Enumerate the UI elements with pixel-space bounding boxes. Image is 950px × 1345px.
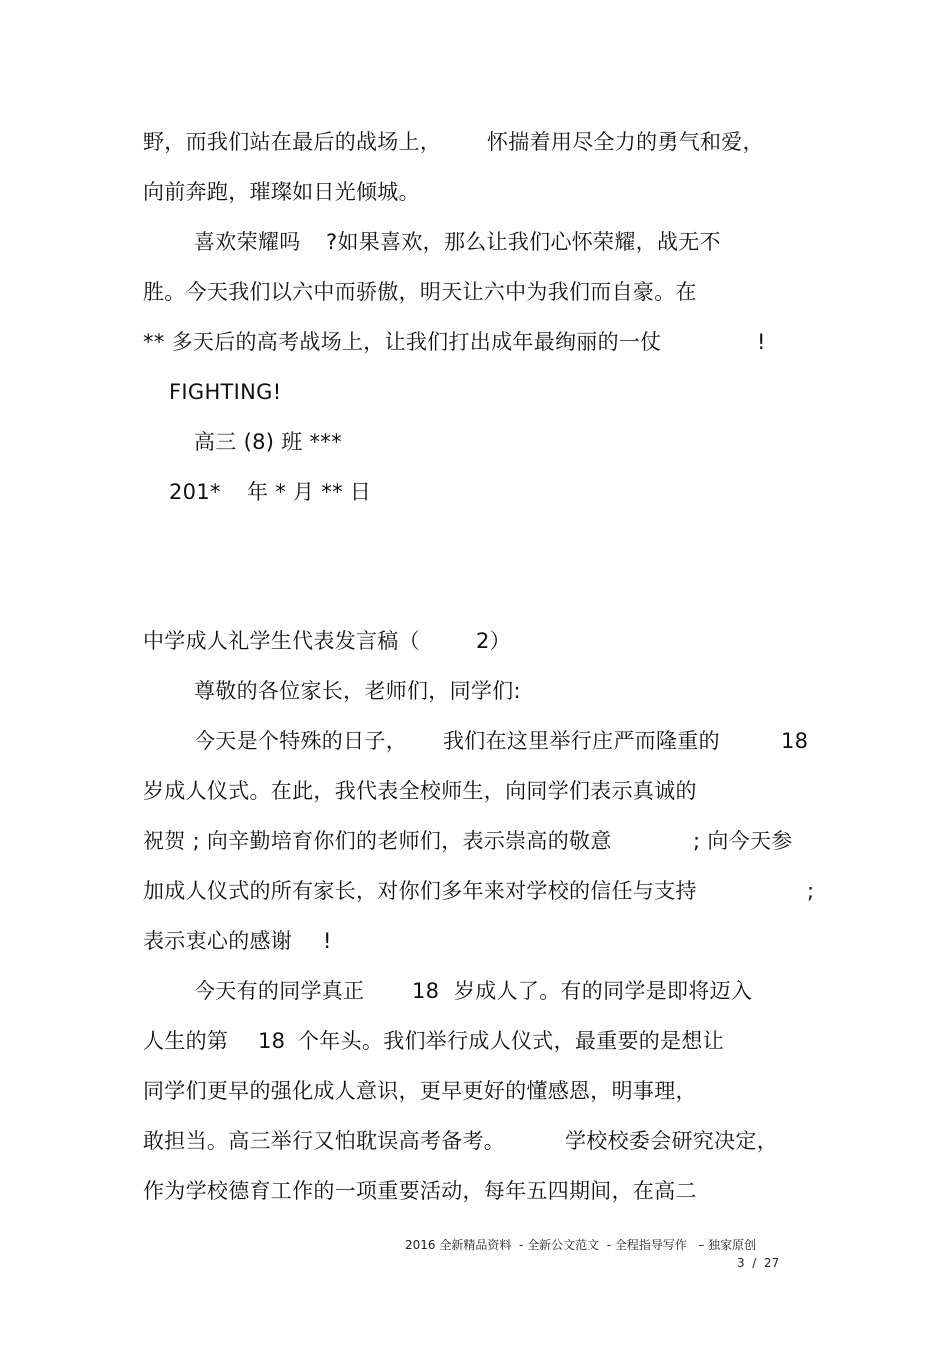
text-segment: 向前奔跑，璀璨如日光倾城。	[143, 180, 420, 204]
text-line	[0, 674, 521, 708]
text-segment: 2）	[476, 629, 511, 653]
text-segment: !	[757, 330, 766, 354]
text-segment: 岁成人仪式。在此，我代表全校师生，向同学们表示真诚的	[143, 779, 697, 803]
text-line	[0, 375, 282, 409]
text-line	[0, 874, 815, 908]
text-segment: 高三 (8) 班 ***	[194, 430, 342, 454]
text-segment: 祝贺 ; 向辛勤培育你们的老师们，表示崇高的敬意	[143, 829, 612, 853]
text-segment: 今天有的同学真正	[194, 979, 365, 1003]
text-segment: 喜欢荣耀吗	[194, 230, 301, 254]
text-segment: 18	[258, 1029, 286, 1053]
text-segment: 怀揣着用尽全力的勇气和爱，	[487, 130, 764, 154]
text-line	[0, 175, 420, 209]
text-segment: 作为学校德育工作的一项重要活动，每年五四期间，在高二	[143, 1179, 697, 1203]
text-segment: 中学成人礼学生代表发言稿（	[143, 629, 420, 653]
text-segment: 加成人仪式的所有家长，对你们多年来对学校的信任与支持	[143, 879, 697, 903]
page-number: 3 / 27	[737, 1256, 780, 1270]
text-line	[0, 1024, 724, 1058]
text-segment: 表示衷心的感谢	[143, 929, 293, 953]
text-segment: 201*	[169, 480, 221, 504]
text-line	[0, 924, 332, 958]
text-line	[0, 125, 764, 159]
text-segment: 我们在这里举行庄严而隆重的	[443, 729, 720, 753]
text-segment: FIGHTING!	[169, 380, 282, 404]
text-segment: ** 多天后的高考战场上，让我们打出成年最绚丽的一仗	[143, 330, 662, 354]
text-line	[0, 724, 809, 758]
text-line	[0, 1174, 697, 1208]
text-line	[0, 824, 793, 858]
text-line	[0, 774, 697, 808]
text-line	[0, 325, 766, 359]
text-line	[0, 225, 721, 259]
text-segment: ; 向今天参	[693, 829, 793, 853]
text-segment: 今天是个特殊的日子，	[194, 729, 407, 753]
text-segment: 岁成人了。有的同学是即将迈入	[454, 979, 753, 1003]
text-segment: 学校校委会研究决定，	[565, 1129, 778, 1153]
text-segment: !	[323, 929, 332, 953]
text-segment: 胜。今天我们以六中而骄傲，明天让六中为我们而自豪。在	[143, 280, 697, 304]
text-segment: 18	[412, 979, 440, 1003]
text-segment: 人生的第	[143, 1029, 229, 1053]
text-segment: 野，而我们站在最后的战场上，	[143, 130, 442, 154]
text-segment: ;	[807, 879, 815, 903]
text-segment: 年 * 月 ** 日	[247, 480, 372, 504]
text-line	[0, 974, 753, 1008]
text-segment: ?如果喜欢，那么让我们心怀荣耀，战无不	[326, 230, 721, 254]
footer-caption: 2016 全新精品资料 - 全新公文范文 - 全程指导写作 – 独家原创	[405, 1238, 757, 1252]
text-line	[0, 1074, 697, 1108]
text-segment: 个年头。我们举行成人仪式，最重要的是想让	[298, 1029, 724, 1053]
text-line	[0, 275, 697, 309]
text-segment: 尊敬的各位家长，老师们，同学们:	[194, 679, 521, 703]
text-segment: 敢担当。高三举行又怕耽误高考备考。	[143, 1129, 506, 1153]
text-segment: 同学们更早的强化成人意识，更早更好的懂感恩，明事理，	[143, 1079, 697, 1103]
text-segment: 18	[781, 729, 809, 753]
section-heading	[0, 624, 511, 658]
signature-class	[0, 425, 342, 459]
signature-date	[0, 475, 372, 509]
text-line	[0, 1124, 778, 1158]
